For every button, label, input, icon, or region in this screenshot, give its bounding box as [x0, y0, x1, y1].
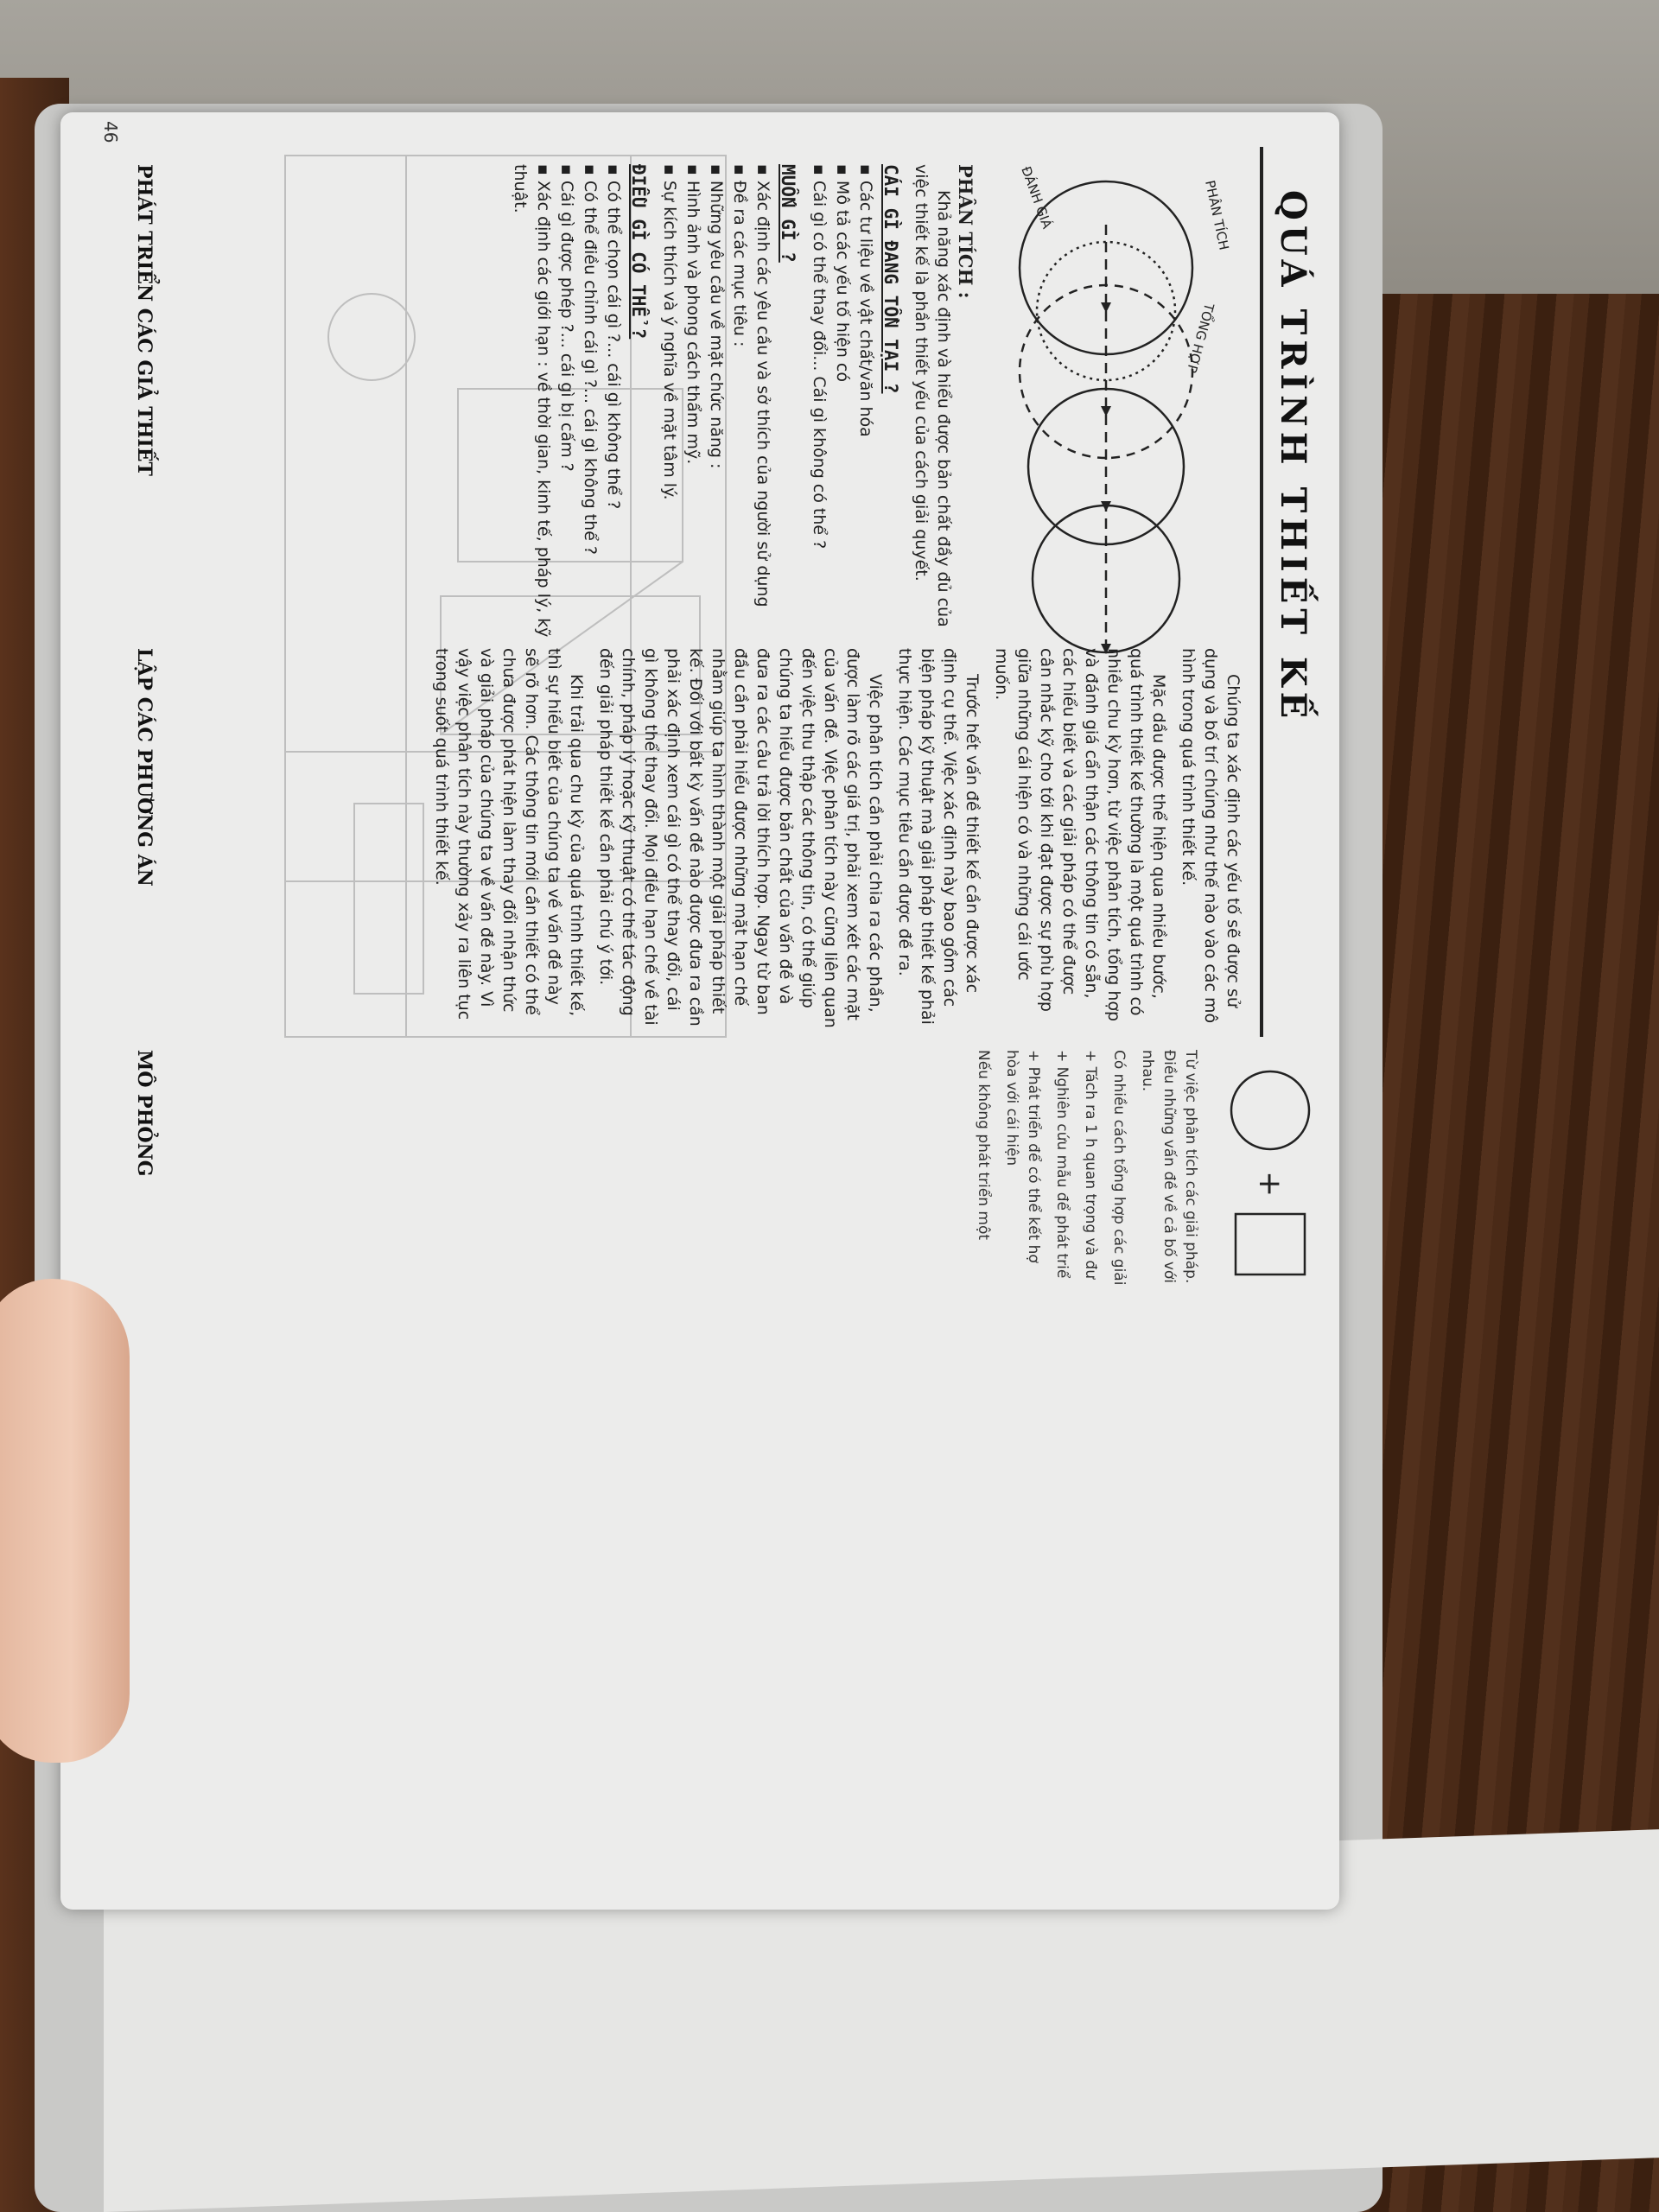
- list-item: ▪ Cái gì có thể thay đổi... Cái gì không có thể ?: [810, 164, 829, 550]
- adjacent-p1: Từ việc phân tích các giải pháp. Điều những vấn đề về cả bố với nhau.: [1139, 1050, 1199, 1284]
- arrow-head-1: [1101, 302, 1111, 313]
- label-analysis: PHÂN TÍCH: [1202, 179, 1232, 251]
- bullet-text: Có thể chọn cái gì ?... cái gì không thể ?: [604, 180, 623, 510]
- adjacent-p4: + Nghiên cứu mẫu để phát triể: [1053, 1050, 1071, 1279]
- thumb-holding-page: [0, 1279, 130, 1763]
- bullet-text: Xác định các yêu cầu và sở thích của người sử dụng: [753, 180, 772, 607]
- paragraph-2: Mặc dầu được thể hiện qua nhiều bước, quá trình thiết kế thường là một quá trình có nhiều chu kỳ hơn, từ việc phân tích, tổng hợp và đánh giá cẩn thận các thông tin có sẵn, các hiểu biết và các giải pháp có thể được cân nhắc kỹ cho tới khi đạt được sự phù hợp giữa những cái hiện có và những cái ước muốn.: [992, 648, 1168, 1022]
- adjacent-text: [965, 1050, 1201, 1292]
- bullet-text: Có thể điều chỉnh cái gì ?... cái gì không thể ?: [581, 180, 600, 556]
- list-item: ▪ Mô tả các yếu tố hiện có: [833, 164, 852, 382]
- bullet-text: Những yêu cầu về mặt chức năng :: [707, 180, 726, 469]
- bullet-text: Các tư liệu về vật chất/văn hóa: [856, 180, 875, 437]
- arrow-head-2: [1101, 406, 1111, 416]
- list-item: ▪ Các tư liệu về vật chất/văn hóa: [856, 164, 875, 437]
- adjacent-p2: Có nhiều cách tổng hợp các giải: [1110, 1050, 1128, 1286]
- page-title: QUÁ TRÌNH THIẾT KẾ: [1273, 190, 1313, 724]
- list-item: ▪ Những yêu cầu về mặt chức năng :: [707, 164, 726, 469]
- bullet-text: Hình ảnh và phong cách thẩm mỹ.: [683, 180, 702, 465]
- adjacent-page: [60, 1041, 1339, 1300]
- body-text-column: [432, 648, 1244, 1028]
- bullet-text: Đề ra các mục tiêu :: [730, 180, 749, 347]
- plus-icon: +: [1252, 1171, 1287, 1198]
- footer-left: PHÁT TRIỂN CÁC GIẢ THIẾT: [133, 164, 156, 476]
- adjacent-p6: Nếu không phát triển một: [975, 1050, 992, 1241]
- paragraph-1: Chúng ta xác định các yếu tố sẽ được sử dụng và bố trí chúng như thế nào vào các mô hình trong quá trình thiết kế.: [1179, 648, 1243, 1024]
- list-item: ▪ Đề ra các mục tiêu :: [730, 164, 749, 347]
- bullet-text: Xác định các giới hạn : về thời gian, kinh tế, pháp lý, kỹ thuật.: [511, 164, 553, 638]
- heading-what-exists: CÁI GÌ ĐANG TỒN TẠI ?: [880, 164, 901, 394]
- analysis-text: Khả năng xác định và hiểu được bản chất đầy đủ của việc thiết kế là phần thiết yếu của cách giải quyết.: [912, 164, 953, 627]
- adjacent-p5: + Phát triển để có thể kết hợ hòa với cái hiện: [1003, 1050, 1042, 1263]
- page-content: [60, 112, 1339, 1892]
- list-item: ▪ Sự kích thích và ý nghĩa về mặt tâm lý.: [660, 164, 679, 500]
- label-synthesis: TỔNG HỢP: [1183, 301, 1217, 375]
- list-item: ▪ Có thể điều chỉnh cái gì ?... cái gì không thể ?: [581, 164, 600, 556]
- adjacent-diagram: [1218, 1058, 1322, 1283]
- label-evaluate: ĐÁNH GIÁ: [1018, 164, 1055, 232]
- analysis-column: [181, 164, 976, 648]
- list-item: ▪ Hình ảnh và phong cách thẩm mỹ.: [683, 164, 702, 465]
- adjacent-circle: [1231, 1071, 1309, 1149]
- bullet-text: Mô tả các yếu tố hiện có: [833, 180, 852, 382]
- list-item: ▪ Xác định các giới hạn : về thời gian, kinh tế, pháp lý, kỹ thuật.: [511, 164, 553, 638]
- heading-what-possible: ĐIỀU GÌ CÓ THỂ ?: [628, 164, 649, 340]
- sketch-table: [354, 804, 423, 994]
- book-page: [60, 112, 1339, 1910]
- page-number: 46: [100, 121, 121, 143]
- paragraph-3: Trước hết vấn đề thiết kế cần được xác định cụ thể. Việc xác định này bao gồm các biện pháp kỹ thuật mà giải pháp thiết kế phải thực hiện. Các mục tiêu cần được đề ra.: [895, 648, 982, 1025]
- design-cycle-diagram: [985, 164, 1244, 657]
- list-item: ▪ Có thể chọn cái gì ?... cái gì không thể ?: [604, 164, 623, 510]
- bullet-text: Cái gì được phép ?... cái gì bị cấm ?: [557, 180, 576, 472]
- heading-what-wanted: MUỐN GÌ ?: [778, 164, 798, 263]
- paragraph-5: Khi trải qua chu kỳ của quá trình thiết kế, thì sự hiểu biết của chúng ta về vấn đề này sẽ rõ hơn. Các thông tin mới cần thiết có thể chưa được phát hiện làm thay đổi nhận thức và giải pháp của chúng ta về vấn đề này. Vì vậy việc phân tích này thường xảy ra liên tục trong suốt quá trình thiết kế.: [432, 648, 586, 1020]
- adjacent-box: [1236, 1214, 1305, 1274]
- adjacent-p3: + Tách ra 1 h quan trọng và đư: [1082, 1050, 1099, 1280]
- bullet-text: Cái gì có thể thay đổi... Cái gì không có thể ?: [810, 180, 829, 550]
- paragraph-4: Việc phân tích cần phải chia ra các phần, được làm rõ các giá trị, phải xem xét các mặt của vấn đề. Việc phân tích này cũng liên quan đến việc thu thập các thông tin, có thể giúp chúng ta hiểu được bản chất của vấn đề và đưa ra các câu trả lời thích hợp. Ngay từ ban đầu cần phải hiểu được những mặt hạn chế nhằm giúp ta hình thành một giải pháp thiết kế. Đối với bất kỳ vấn đề nào được đưa ra cần phải xác định xem cái gì có thể thay đổi, cái gì không thể thay đổi. Mọi điều hạn chế về tài chính, pháp lý hoặc kỹ thuật có thể tác động đến giải pháp thiết kế cần phải chú ý tới.: [596, 648, 885, 1028]
- list-item: ▪ Xác định các yêu cầu và sở thích của người sử dụng: [753, 164, 772, 607]
- list-item: ▪ Cái gì được phép ?... cái gì bị cấm ?: [557, 164, 576, 472]
- bullet-text: Sự kích thích và ý nghĩa về mặt tâm lý.: [660, 180, 679, 500]
- analysis-heading: PHÂN TÍCH :: [955, 164, 976, 299]
- title-underline: [1260, 147, 1263, 1037]
- adjacent-footer: MÔ PHỎNG: [133, 1050, 156, 1177]
- footer-right: LẬP CÁC PHƯƠNG ÁN: [133, 648, 156, 887]
